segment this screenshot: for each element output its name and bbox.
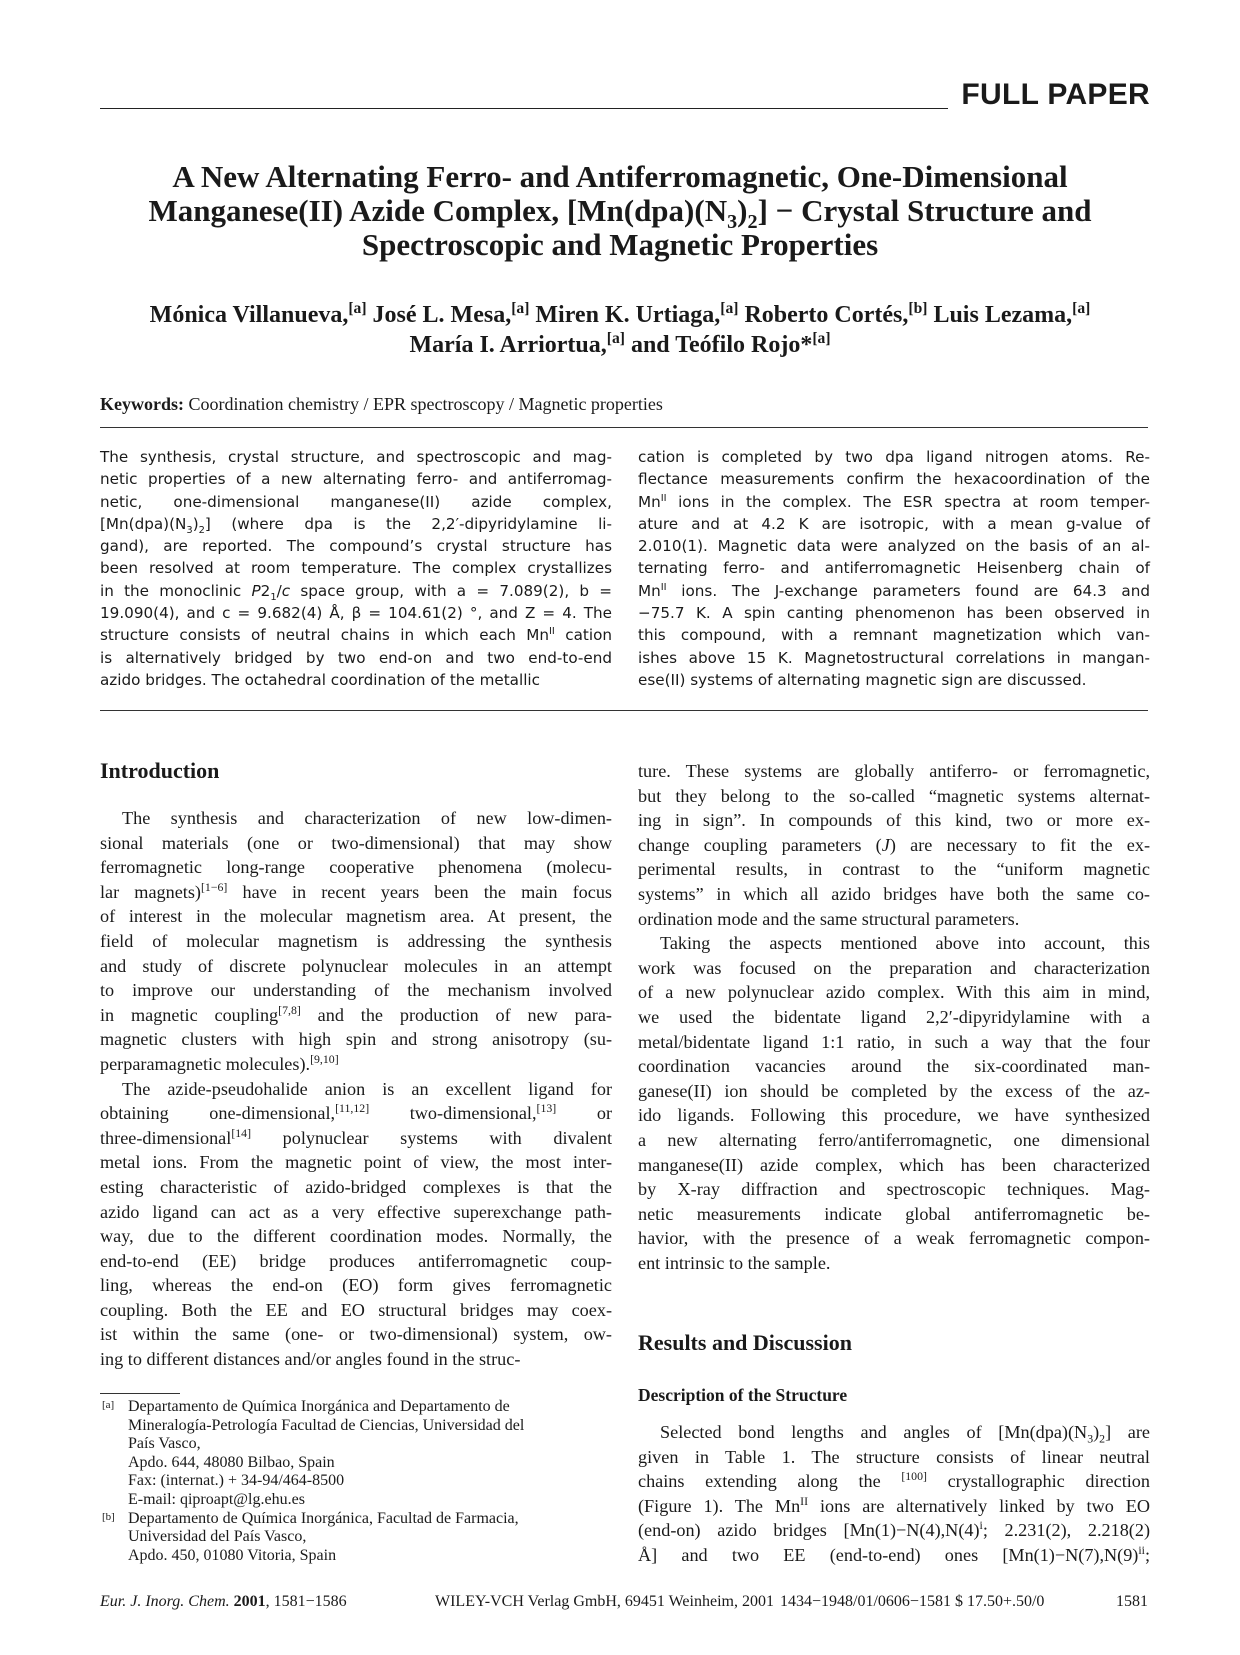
text-line: of a new polynuclear azido complex. With this aim in mind, (638, 982, 1150, 1003)
introduction-text (100, 806, 612, 1372)
author: José L. Mesa, (372, 302, 512, 328)
text-line: in the monoclinic $P2_1/c$ space group, with a = 7.089(2), b = (100, 581, 612, 603)
right-column-text (638, 759, 1150, 1275)
text-line: cation is completed by two dpa ligand nitrogen atoms. Re- (638, 448, 1150, 466)
text-line: ling, whereas the end-on (EO) form gives ferromagnetic (100, 1275, 612, 1296)
text-line: $Mn^{II}$ ions in the complex. The ESR spectra at room temper- (638, 492, 1150, 511)
keywords (100, 394, 663, 415)
results-heading: Results and Discussion (638, 1330, 852, 1355)
text-line: perimental results, in contrast to the “uniform magnetic (638, 859, 1150, 880)
text-line: we used the bidentate ligand 2,2′-dipyridylamine with a (638, 1006, 1150, 1027)
text-line: ing in sign”. In compounds of this kind, two or more ex- (638, 810, 1150, 831)
author: María I. Arriortua, (409, 332, 607, 358)
text-line: netic measurements indicate global antiferromagnetic be- (638, 1203, 1150, 1224)
text-line: flectance measurements confirm the hexacoordination of the (638, 470, 1150, 489)
text-line: structure consists of neutral chains in which each $Mn^{II}$ cation (100, 626, 613, 645)
text-line: ing to different distances and/or angles found in the struc- (100, 1349, 521, 1370)
text-line: to improve our understanding of the mechanism involved (100, 980, 612, 1001)
authors-line-1: Mónica Villanueva,[a] José L. Mesa,[a] Miren K. Urtiaga,[a] Roberto Cortés,[b] Luis Lezama,[a] (149, 300, 1091, 328)
text-line: obtaining one-dimensional,[11,12] two-dimensional,[13] or (100, 1101, 612, 1124)
text-line: $[Mn(dpa)(N_3)_2]$ (where dpa is the 2,2′-dipyridylamine li- (100, 514, 612, 536)
text-line: lar magnets)[1−6] have in recent years been the main focus (100, 879, 612, 902)
author-list (90, 300, 1150, 360)
structure-subheading: Description of the Structure (638, 1385, 848, 1405)
text-line: ferromagnetic long-range cooperative phenomena (molecu- (100, 857, 612, 878)
text-line: by X-ray diffraction and spectroscopic techniques. Mag- (638, 1179, 1150, 1200)
text-line: azido ligand can act as a very effective superexchange path- (100, 1201, 612, 1222)
text-line: metal ions. From the magnetic point of view, the most inter- (100, 1152, 612, 1173)
text-line: ishes above 15 K. Magnetostructural correlations in mangan- (638, 648, 1150, 667)
text-line: change coupling parameters (J) are necessary to fit the ex- (638, 834, 1151, 855)
introduction-heading: Introduction (100, 758, 220, 783)
text-line: in magnetic coupling[7,8] and the production of new para- (100, 1002, 612, 1025)
journal-year: 2001 (233, 1593, 266, 1610)
text-line: ture. These systems are globally antiferro- or ferromagnetic, (638, 761, 1150, 781)
text-line: but they belong to the so-called “magnetic systems alternat- (638, 785, 1150, 806)
footnote-line: E-mail: qiproapt@lg.ehu.es (128, 1490, 305, 1508)
text-line: way, due to the different coordination modes. Normally, the (100, 1226, 612, 1247)
text-line: field of molecular magnetism is addressing the synthesis (100, 930, 612, 951)
text-line: work was focused on the preparation and characterization (638, 957, 1150, 978)
paper-title (100, 160, 1140, 262)
journal-pages: , 1581−1586 (265, 1593, 347, 1610)
text-line: ternating ferro- and antiferromagnetic Heisenberg chain of (638, 559, 1150, 578)
text-line: coupling. Both the EE and EO structural bridges may coex- (100, 1299, 612, 1320)
abstract-rule-top (100, 427, 1148, 428)
header-rule (100, 108, 948, 109)
text-line: sional materials (one or two-dimensional) that may show (100, 832, 612, 853)
text-line: magnetic clusters with high spin and strong anisotropy (su- (100, 1029, 612, 1050)
text-line: netic, one-dimensional manganese(II) azide complex, (100, 492, 612, 511)
text-line: coordination vacancies around the six-coordinated man- (638, 1056, 1150, 1077)
text-line: esting characteristic of azido-bridged complexes is that the (100, 1176, 612, 1197)
text-line: Å] and two EE (end-to-end) ones [$Mn(1)-N(7),N(9)^{ii}$; (638, 1542, 1150, 1565)
text-line: ist within the same (one- or two-dimensional) system, ow- (100, 1324, 612, 1345)
text-line: azido bridges. The octahedral coordination of the metallic (100, 670, 540, 689)
keywords-text: Coordination chemistry / EPR spectroscopy / Magnetic properties (188, 394, 663, 414)
text-line: 19.090(4), and c = 9.682(4) Å, β = 104.61(2) °, and Z = 4. The (100, 604, 612, 623)
affiliations (100, 1398, 620, 1565)
text-line: end-to-end (EE) bridge produces antiferromagnetic coup- (100, 1250, 612, 1271)
footnote-line: Apdo. 450, 01080 Vitoria, Spain (128, 1546, 337, 1564)
footnote-line: Universidad del País Vasco, (128, 1528, 307, 1546)
text-line: The synthesis and characterization of new low-dimen- (122, 808, 612, 828)
footnote-line: Apdo. 644, 48080 Bilbao, Spain (128, 1453, 335, 1471)
section-label: FULL PAPER (961, 78, 1150, 111)
text-line: manganese(II) azide complex, which has been characterized (638, 1154, 1150, 1175)
text-line: ature and at 4.2 K are isotropic, with a mean g-value of (638, 514, 1150, 533)
text-line: ido ligands. Following this procedure, we have synthesized (638, 1105, 1150, 1126)
text-line: a new alternating ferro/antiferromagnetic, one dimensional (638, 1129, 1150, 1150)
title-line-3: Spectroscopic and Magnetic Properties (361, 227, 879, 262)
text-line: The synthesis, crystal structure, and spectroscopic and mag- (100, 448, 612, 466)
abstract-rule-bottom (100, 710, 1148, 711)
text-line: ese(II) systems of alternating magnetic sign are discussed. (638, 670, 1087, 689)
text-line: (Figure 1). The $Mn^{II}$ ions are alternatively linked by two EO (638, 1493, 1150, 1516)
text-line: havior, with the presence of a weak ferromagnetic compon- (638, 1228, 1150, 1249)
abstract-left-column (100, 446, 612, 691)
text-line: is alternatively bridged by two end-on and two end-to-end (100, 648, 612, 667)
title-line-1: A New Alternating Ferro- and Antiferromagnetic, One-Dimensional (172, 159, 1068, 194)
author: Miren K. Urtiaga, (535, 302, 721, 328)
text-line: 2.010(1). Magnetic data were analyzed on the basis of an al- (638, 537, 1150, 556)
keywords-label: Keywords: (100, 394, 184, 414)
text-line: ordination mode and the same structural parameters. (638, 908, 1020, 929)
text-line: given in Table 1. The structure consists of linear neutral (638, 1446, 1150, 1467)
footnote-line: Fax: (internat.) + 34-94/464-8500 (128, 1472, 345, 1490)
text-line: −75.7 K. A spin canting phenomenon has been observed in (638, 604, 1150, 623)
author: Roberto Cortés, (744, 302, 909, 328)
footnote-line: Mineralogía-Petrología Facultad de Ciencias, Universidad del (128, 1416, 525, 1434)
publisher: WILEY-VCH Verlag GmbH, 69451 Weinheim, 2001 (435, 1593, 774, 1610)
text-line: metal/bidentate ligand 1:1 ratio, in such a way that the four (638, 1031, 1150, 1052)
text-line: and study of discrete polynuclear molecules in an attempt (100, 955, 612, 976)
title-line-2: Manganese(II) Azide Complex, $[Mn(dpa)(N_3)_2]$ − Crystal Structure and (148, 193, 1092, 234)
text-line: chains extending along the [100] crystallographic direction (638, 1469, 1150, 1492)
text-line: Taking the aspects mentioned above into account, this (660, 933, 1150, 954)
footnote-rule (100, 1393, 180, 1394)
affiliation-a: [a] Departamento de Química Inorgánica and Departamento de Mineralogía-Petrología Facultad de Ciencias, Universidad del País Vasco, Apdo. 644, 48080 Bilbao, Spain Fax: (internat.) + 34-94/464-8500 E-mail: qiproapt@lg.ehu.es (100, 1398, 620, 1510)
abstract-right-column (638, 446, 1150, 691)
text-line: systems” in which all azido bridges have both the same co- (638, 883, 1150, 904)
footnote-line: Departamento de Química Inorgánica, Facultad de Farmacia, (128, 1509, 519, 1527)
text-line: of interest in the molecular magnetism area. At present, the (100, 906, 612, 927)
structure-text (638, 1420, 1150, 1568)
journal-name: Eur. J. Inorg. Chem. (100, 1593, 230, 1610)
text-line: this compound, with a remnant magnetization which van- (638, 626, 1150, 645)
text-line: perparamagnetic molecules).[9,10] (100, 1051, 339, 1074)
authors-line-2: María I. Arriortua,[a] and Teófilo Rojo*[a] (409, 330, 831, 358)
text-line: (end-on) azido bridges [$Mn(1)-N(4),N(4)^i$; 2.231(2), 2.218(2) (638, 1518, 1150, 1541)
text-line: ent intrinsic to the sample. (638, 1252, 831, 1273)
text-line: netic properties of a new alternating ferro- and antiferromag- (100, 470, 612, 489)
footnote-line: Departamento de Química Inorgánica and Departamento de (128, 1398, 510, 1415)
text-line: three-dimensional[14] polynuclear systems with divalent (100, 1125, 612, 1148)
text-line: been resolved at room temperature. The complex crystallizes (100, 559, 612, 578)
text-line: gand), are reported. The compound’s crystal structure has (100, 537, 612, 556)
affiliation-b: [b] Departamento de Química Inorgánica, Facultad de Farmacia, Universidad del País Vasco, Apdo. 450, 01080 Vitoria, Spain (100, 1510, 620, 1566)
author: Mónica Villanueva, (149, 302, 349, 328)
author: and Teófilo Rojo* (630, 332, 813, 358)
author: Luis Lezama, (933, 302, 1073, 328)
page-number: 1581 (1116, 1593, 1148, 1610)
text-line: Selected bond lengths and angles of $[Mn(dpa)(N_3)_2]$ are (660, 1422, 1151, 1446)
text-line: ganese(II) ion should be completed by the excess of the az- (638, 1080, 1150, 1101)
text-line: The azide-pseudohalide anion is an excellent ligand for (122, 1078, 612, 1099)
text-line: $Mn^{II}$ ions. The J-exchange parameters found are 64.3 and (638, 581, 1150, 600)
issn: 1434−1948/01/0606−1581 $ 17.50+.50/0 (780, 1593, 1045, 1610)
footnote-line: País Vasco, (128, 1435, 201, 1453)
